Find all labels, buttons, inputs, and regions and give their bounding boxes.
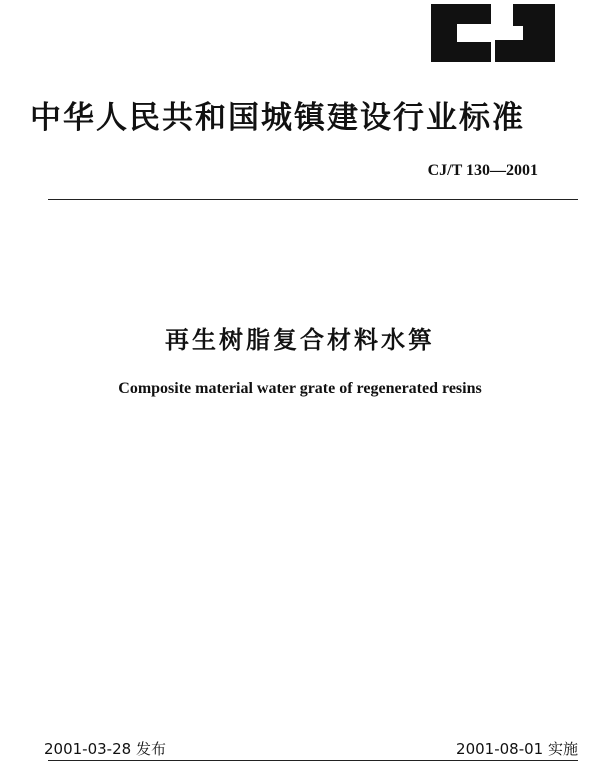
document-title-english: Composite material water grate of regenerated resins: [118, 380, 482, 397]
issue-date: 2001-03-28 发布: [44, 740, 166, 758]
standard-number: CJ/T 130—2001: [427, 162, 538, 179]
document-title-chinese: 再生树脂复合材料水箅: [165, 326, 435, 354]
bottom-divider: [48, 760, 578, 761]
top-divider: [48, 199, 578, 200]
cj-logo: [429, 4, 559, 62]
implementation-date: 2001-08-01 实施: [456, 740, 578, 758]
standard-type-heading: 中华人民共和国城镇建设行业标准: [30, 100, 525, 136]
